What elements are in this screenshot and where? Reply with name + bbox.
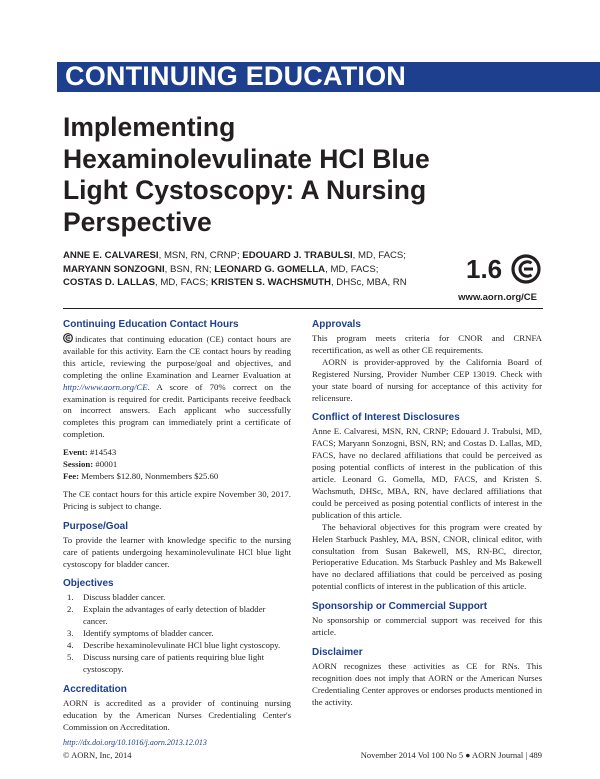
- sponsorship-section: [312, 600, 542, 639]
- author-name: KRISTEN S. WACHSMUTH: [211, 277, 331, 288]
- objective-item: [63, 640, 291, 652]
- objective-text: Describe hexaminolevulinate HCl blue light cystoscopy.: [83, 640, 281, 651]
- author-credentials: MSN, RN, CRNP;: [163, 250, 240, 261]
- copyright-text: © AORN, Inc, 2014: [63, 750, 132, 760]
- section-banner-label: CONTINUING EDUCATION: [65, 61, 406, 91]
- disclaimer-section: [312, 646, 542, 709]
- objectives-list: [63, 592, 291, 675]
- fee-label: Fee:: [63, 470, 80, 481]
- disclaimer-text: AORN recognizes these activities as CE for RNs. This recognition does not imply that AORN or the American Nurses Credentialing Center approves or endorses products mentioned in the activity.: [312, 660, 542, 707]
- contact-hours-text-a: indicates that continuing education (CE) contact hours are available for this activity. Earn the CE contact hours by reading this article, reviewing the purpose/goal and objectives, and completing the online Examination and Learner Evaluation at: [63, 334, 291, 380]
- author-credentials: MD, FACS;: [357, 250, 406, 261]
- expiration-text: The CE contact hours for this article expire November 30, 2017. Pricing is subject to change.: [63, 488, 291, 511]
- event-line: [63, 447, 291, 459]
- event-label: Event:: [63, 447, 88, 458]
- objective-number: 4.: [67, 640, 74, 651]
- objective-item: [63, 604, 291, 628]
- conflict-text: Anne E. Calvaresi, MSN, RN, CRNP; Edouard J. Trabulsi, MD, FACS; Maryann Sonzogni, BSN, RN; and Costas D. Lallas, MD, FACS, have no declared affiliations that could be perceived as posing potential conflicts of interest in the publication of this article. Leonard G. Gomella, MD, FACS, and Kristen S. Wachsmuth, DHSc, MBA, RN, have declared affiliations that could be perceived as posing potential conflicts of interest in the publication of this article.: [312, 426, 542, 520]
- session-label: Session:: [63, 459, 94, 470]
- ce-credit-value: 1.6: [466, 254, 503, 284]
- author-name: LEONARD G. GOMELLA: [214, 263, 326, 275]
- author-line: MARYANN SONZOGNI, BSN, RN; LEONARD G. GOMELLA, MD, FACS;: [63, 263, 379, 275]
- objective-item: [63, 592, 291, 604]
- author-list: [63, 249, 463, 290]
- right-column: [312, 318, 542, 709]
- session-value: #0001: [95, 459, 118, 470]
- author-name: MARYANN SONZOGNI: [63, 263, 165, 275]
- objective-number: 2.: [67, 604, 74, 615]
- objective-number: 1.: [67, 592, 74, 603]
- article-title: Implementing Hexaminolevulinate HCl Blue Light Cystoscopy: A Nursing Perspective: [63, 112, 430, 237]
- issue-info: November 2014 Vol 100 No 5 ● AORN Journal | 489: [360, 750, 542, 760]
- sponsorship-text: No sponsorship or commercial support was received for this article.: [312, 615, 542, 638]
- ce-url-link[interactable]: www.aorn.org/CE: [458, 292, 537, 303]
- left-column: [63, 318, 291, 733]
- author-credentials: DHSc, MBA, RN: [336, 277, 407, 288]
- divider: [63, 308, 543, 309]
- objective-number: 3.: [67, 628, 74, 639]
- approvals-heading: Approvals: [312, 319, 361, 330]
- contact-hours-heading: Continuing Education Contact Hours: [63, 319, 239, 330]
- author-line: COSTAS D. LALLAS, MD, FACS; KRISTEN S. WACHSMUTH, DHSc, MBA, RN: [63, 277, 407, 288]
- objectives-heading: Objectives: [63, 578, 114, 590]
- conflict-section: [312, 411, 542, 593]
- accreditation-section: [63, 683, 291, 734]
- objective-text: Discuss nursing care of patients requiring blue light cystoscopy.: [83, 651, 265, 674]
- purpose-heading: Purpose/Goal: [63, 520, 129, 532]
- approvals-text: AORN is provider-approved by the California Board of Registered Nursing, Provider Number CEP 13019. Check with your state board of nursing for acceptance of this activity for relicensure.: [312, 356, 542, 403]
- session-line: [63, 459, 291, 471]
- disclaimer-heading: Disclaimer: [312, 646, 363, 658]
- author-name: ANNE E. CALVARESI: [63, 250, 159, 261]
- sponsorship-heading: Sponsorship or Commercial Support: [312, 601, 488, 613]
- author-credentials: BSN, RN;: [169, 263, 212, 275]
- purpose-text: To provide the learner with knowledge specific to the nursing care of patients undergoing hexaminolevulinate HCl blue light cystoscopy for bladder cancer.: [63, 534, 291, 569]
- objective-item: [63, 628, 291, 640]
- ce-logo-icon: [511, 254, 541, 284]
- objective-text: Identify symptoms of bladder cancer.: [83, 628, 214, 639]
- objective-text: Explain the advantages of early detection of bladder cancer.: [83, 604, 266, 627]
- conflict-text: The behavioral objectives for this program were created by Helen Starbuck Pashley, MA, BSN, CNOR, clinical editor, with consultation from Susan Bakewell, MS, RN-BC, director, Perioperative Education. Ms Starbuck Pashley and Ms Bakewell have no declared affiliations that could be perceived as posing potential conflicts of interest in the publication of this article.: [312, 521, 542, 592]
- accreditation-text: AORN is accredited as a provider of continuing nursing education by the American Nurses Credentialing Center's Commission on Accreditation.: [63, 697, 291, 732]
- approvals-text: This program meets criteria for CNOR and CRNFA recertification, as well as other CE requirements.: [312, 333, 542, 355]
- objectives-section: [63, 577, 291, 675]
- ce-exam-link[interactable]: http://www.aorn.org/CE: [63, 381, 148, 392]
- contact-hours-text: [63, 333, 291, 441]
- accreditation-heading: Accreditation: [63, 683, 127, 695]
- author-line: ANNE E. CALVARESI, MSN, RN, CRNP; EDOUARD J. TRABULSI, MD, FACS;: [63, 250, 406, 261]
- contact-hours-text-b: . A score of 70% correct on the examination is required for credit. Participants receive feedback on incorrect answers. Each applicant who successfully completes this program can immediately print a certificate of completion.: [63, 381, 291, 440]
- author-name: EDOUARD J. TRABULSI: [242, 250, 353, 261]
- author-credentials: MD, FACS;: [160, 277, 209, 288]
- ce-inline-icon: [63, 333, 73, 343]
- objective-number: 5.: [67, 651, 74, 662]
- objective-text: Discuss bladder cancer.: [83, 592, 166, 603]
- doi-link[interactable]: http://dx.doi.org/10.1016/j.aorn.2013.12.013: [63, 738, 207, 747]
- section-banner: [57, 62, 600, 92]
- fee-line: [63, 471, 291, 483]
- author-name: COSTAS D. LALLAS: [63, 277, 156, 288]
- fee-value: Members $12.80, Nonmembers $25.60: [81, 470, 219, 481]
- author-credentials: MD, FACS;: [330, 263, 379, 275]
- event-value: #14543: [89, 447, 117, 458]
- conflict-heading: Conflict of Interest Disclosures: [312, 412, 460, 424]
- purpose-section: [63, 520, 291, 571]
- objective-item: [63, 652, 291, 676]
